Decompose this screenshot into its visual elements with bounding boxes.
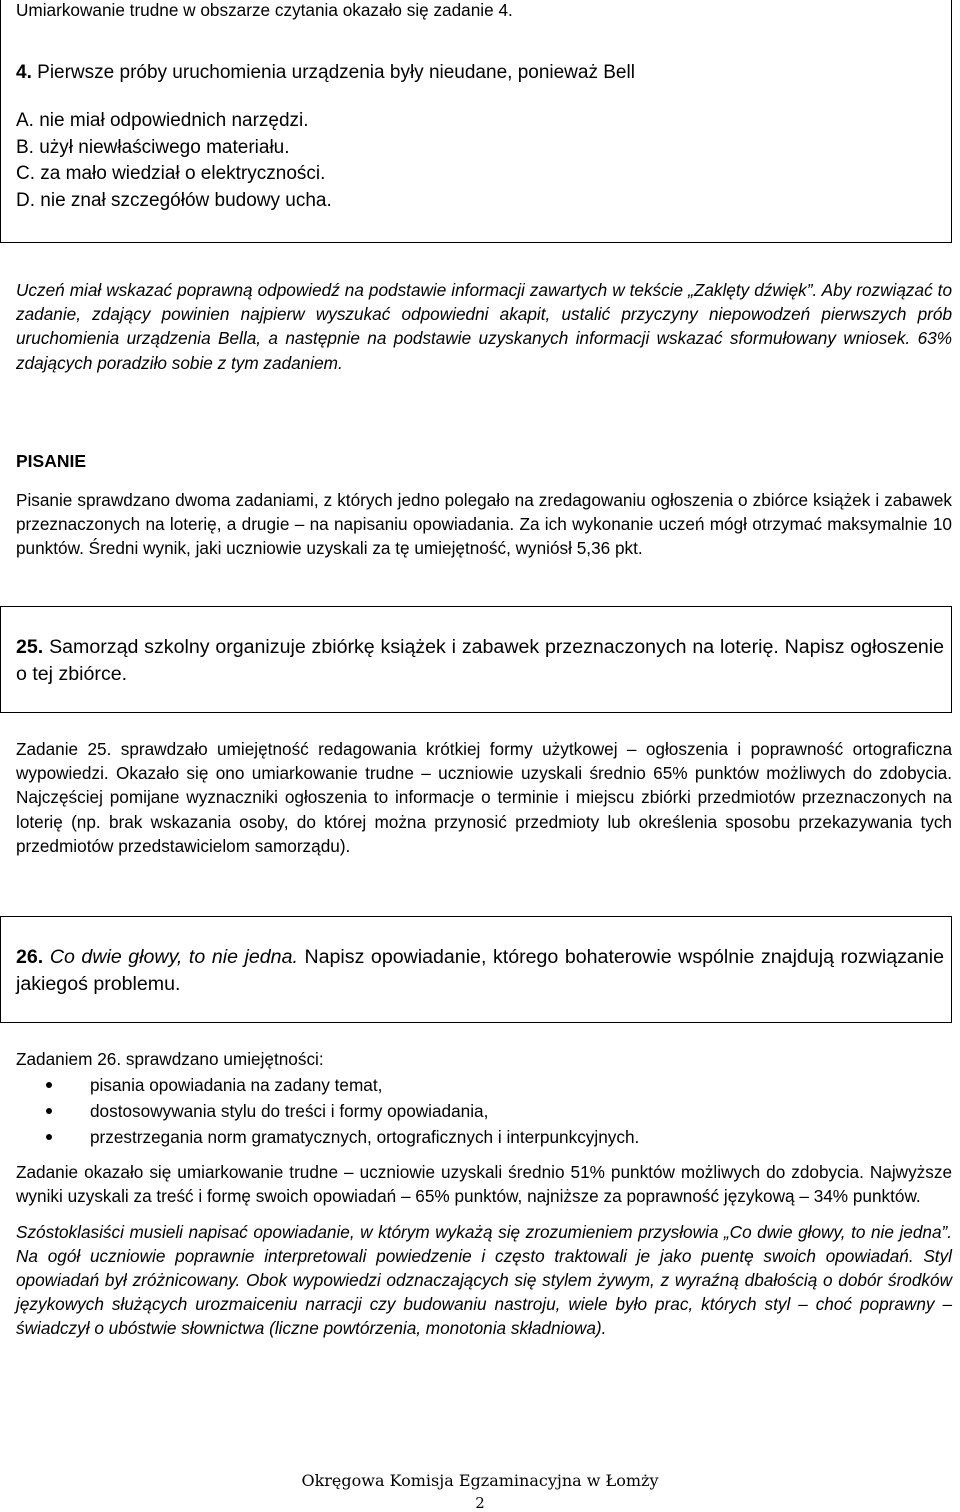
intro-line: Umiarkowanie trudne w obszarze czytania okazało się zadanie 4. xyxy=(16,0,513,20)
pisanie-text: Pisanie sprawdzano dwoma zadaniami, z których jedno polegało na zredagowaniu ogłoszenia o zbiórce książek i zabawek przeznaczonych na loterię, a drugie – na napisaniu opowiadania. Za ich wykonanie uczeń mógł otrzymać maksymalnie 10 punktów. Średni wynik, jaki uczniowie uzyskali za tę umiejętność, wyniósł 5,36 pkt. xyxy=(16,490,952,559)
task26-block xyxy=(16,944,944,998)
skill-item: dostosowywania stylu do treści i formy opowiadania, xyxy=(16,1098,952,1124)
skill-item: przestrzegania norm gramatycznych, ortograficznych i interpunkcyjnych. xyxy=(16,1124,952,1150)
task4-options xyxy=(16,108,946,214)
task26-body: Napisz opowiadanie, którego bohaterowie wspólnie znajdują rozwiązanie jakiegoś problemu. xyxy=(16,946,944,995)
task4-comment-p2: Aby rozwiązać to zadanie, zdający powinien najpierw wyszukać odpowiedni akapit, ustalić przyczyny niepowodzeń pierwszych prób uruchomienia urządzenia Bella, a następnie na podstawie uzyskanych informacji wskazać sformułowany wniosek. xyxy=(16,280,952,349)
task26-number: 26. xyxy=(16,946,44,968)
task4-block xyxy=(16,60,946,214)
task4-number: 4. xyxy=(16,62,32,83)
skills-list xyxy=(16,1072,952,1150)
task26-title: Co dwie głowy, to nie jedna. xyxy=(49,946,298,968)
task26-text xyxy=(16,944,944,998)
task26-analysis: Szóstoklasiści musieli napisać opowiadanie, w którym wykażą się zrozumieniem przysłowia „Co dwie głowy, to nie jedna”. Na ogół uczniowie poprawnie interpretowali powiedzenie i często traktowali je jako puentę swoich opowiadań. Styl opowiadań był zróżnicowany. Obok wypowiedzi odznaczających się stylem żywym, z wyraźną dbałością o dobór środków językowych służących urozmaiceniu narracji czy budowaniu nastroju, wiele było prac, których styl – choć poprawny – świadczył o ubóstwie słownictwa (liczne powtórzenia, monotonia składniowa). xyxy=(16,1221,952,1339)
task25-block xyxy=(16,634,944,688)
footer-institution: Okręgowa Komisja Egzaminacyjna w Łomży xyxy=(301,1471,659,1490)
task26-intro: Zadaniem 26. sprawdzano umiejętności: xyxy=(16,1049,324,1069)
option-b: B. użył niewłaściwego materiału. xyxy=(16,136,290,158)
page-number: 2 xyxy=(475,1494,485,1512)
task25-body: Samorząd szkolny organizuje zbiórkę książek i zabawek przeznaczonych na loterię. Napisz ogłoszenie o tej zbiórce. xyxy=(16,636,944,685)
bullet-icon xyxy=(46,1134,52,1140)
task26-comment xyxy=(16,1047,952,1341)
bullet-icon xyxy=(46,1108,52,1114)
bullet-icon xyxy=(46,1082,52,1088)
section-heading-pisanie: PISANIE xyxy=(16,451,87,471)
task4-question-text: Pierwsze próby uruchomienia urządzenia były nieudane, ponieważ Bell xyxy=(37,62,635,83)
task25-number: 25. xyxy=(16,636,44,658)
task26-result: Zadanie okazało się umiarkowanie trudne – uczniowie uzyskali średnio 51% punktów możliwych do zdobycia. Najwyższe wyniki uzyskali za treść i formę swoich opowiadań – 65% punktów, najniższe za poprawność językową – 34% punktów. xyxy=(16,1162,952,1207)
task4-comment-p3: 63% zdających poradziło sobie z tym zadaniem. xyxy=(16,328,953,373)
option-c: C. za mało wiedział o elektryczności. xyxy=(16,163,326,184)
option-d: D. nie znał szczegółów budowy ucha. xyxy=(16,189,332,211)
task25-comment: Zadanie 25. sprawdzało umiejętność redagowania krótkiej formy użytkowej – ogłoszenia i poprawność ortograficzna wypowiedzi. Okazało się ono umiarkowanie trudne – uczniowie uzyskali średnio 65% punktów możliwych do zdobycia. Najczęściej pomijane wyznaczniki ogłoszenia to informacje o terminie i miejscu zbiórki przedmiotów przeznaczonych na loterię (np. brak wskazania osoby, do której można przynosić przedmioty lub określenia sposobu przekazywania tych przedmiotów przedstawicielom samorządu). xyxy=(16,739,952,856)
task25-text xyxy=(16,634,944,688)
task4-comment-p1: Uczeń miał wskazać poprawną odpowiedź na podstawie informacji zawartych w tekście „Zaklęty dźwięk”. xyxy=(16,280,818,300)
option-a: A. nie miał odpowiednich narzędzi. xyxy=(16,110,309,131)
task4-comment xyxy=(16,278,952,375)
task4-question xyxy=(16,60,946,86)
skill-item: pisania opowiadania na zadany temat, xyxy=(16,1072,952,1098)
